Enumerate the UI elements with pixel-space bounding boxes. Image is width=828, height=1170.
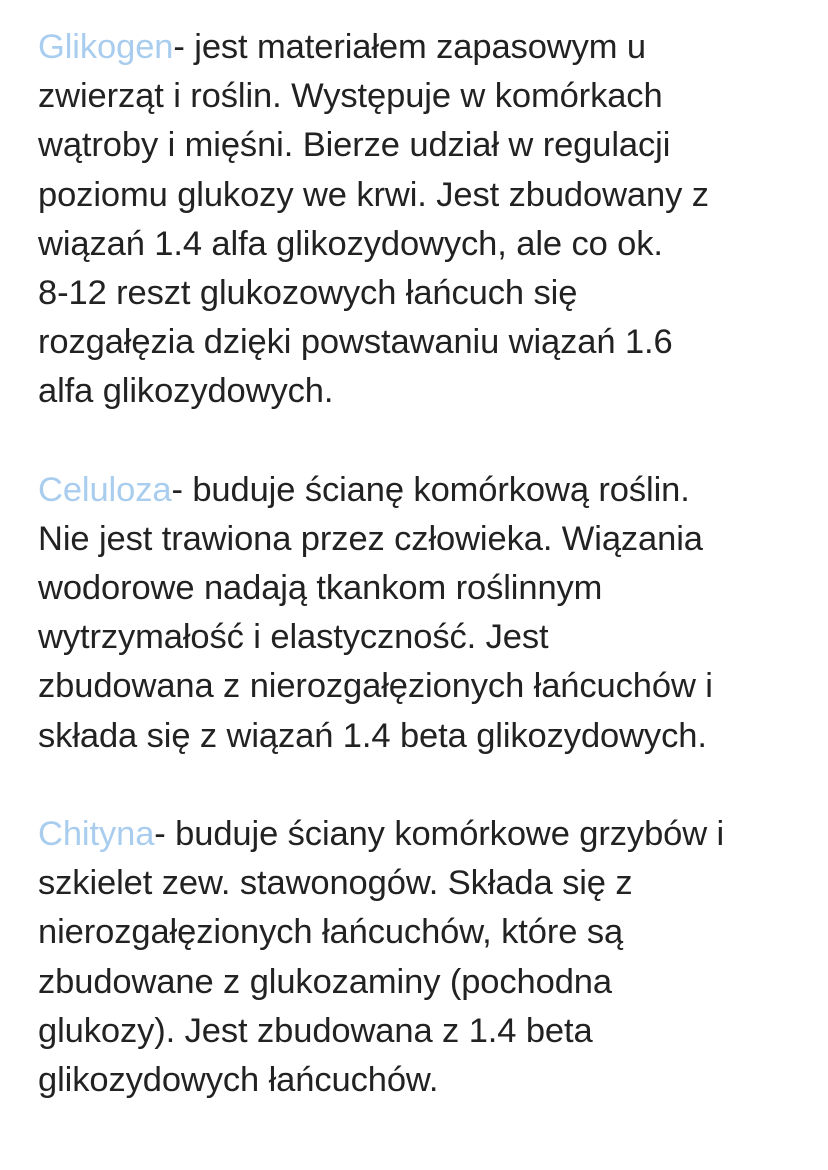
paragraph-line: wytrzymałość i elastyczność. Jest [38, 618, 549, 657]
term-definition-start: - buduje ścianę komórkową roślin. [171, 470, 690, 509]
paragraph-line: składa się z wiązań 1.4 beta glikozydowych. [38, 716, 707, 755]
paragraph-line: rozgałęzia dzięki powstawaniu wiązań 1.6 [38, 323, 673, 362]
note-text [38, 23, 818, 1154]
paragraph-line: alfa glikozydowych. [38, 372, 334, 411]
paragraph-line: szkielet zew. stawonogów. Składa się z [38, 864, 633, 903]
paragraph-line: Nie jest trawiona przez człowieka. Wiązania [38, 519, 703, 558]
paragraph-chityna [38, 810, 818, 1105]
paragraph-line: zbudowana z nierozgałęzionych łańcuchów i [38, 667, 713, 706]
paragraph-line: glikozydowych łańcuchów. [38, 1060, 439, 1099]
paragraph-line: poziomu glukozy we krwi. Jest zbudowany z [38, 175, 709, 214]
term-definition-start: - jest materiałem zapasowym u [173, 28, 646, 66]
paragraph-line: zbudowane z glukozaminy (pochodna [38, 962, 612, 1001]
paragraph-line [38, 466, 818, 515]
paragraph-line: wodorowe nadają tkankom roślinnym [38, 569, 603, 608]
paragraph-line [38, 23, 818, 72]
paragraph-line [38, 810, 818, 859]
term-chityna: Chityna [38, 815, 155, 853]
term-definition-start: - buduje ściany komórkowe grzybów i [154, 815, 725, 853]
paragraph-line: nierozgałęzionych łańcuchów, które są [38, 913, 624, 952]
paragraph-line: 8-12 reszt glukozowych łańcuch się [38, 273, 578, 312]
paragraph-line: wiązań 1.4 alfa glikozydowych, ale co ok. [38, 224, 663, 263]
paragraph-celuloza [38, 466, 818, 761]
term-glikogen: Glikogen [38, 28, 174, 66]
paragraph-line: wątroby i mięśni. Bierze udział w regulacji [38, 126, 671, 165]
term-celuloza: Celuloza [38, 470, 172, 509]
paragraph-line: zwierząt i roślin. Występuje w komórkach [38, 77, 663, 116]
paragraph-glikogen [38, 23, 818, 417]
paragraph-line: glukozy). Jest zbudowana z 1.4 beta [38, 1011, 593, 1050]
